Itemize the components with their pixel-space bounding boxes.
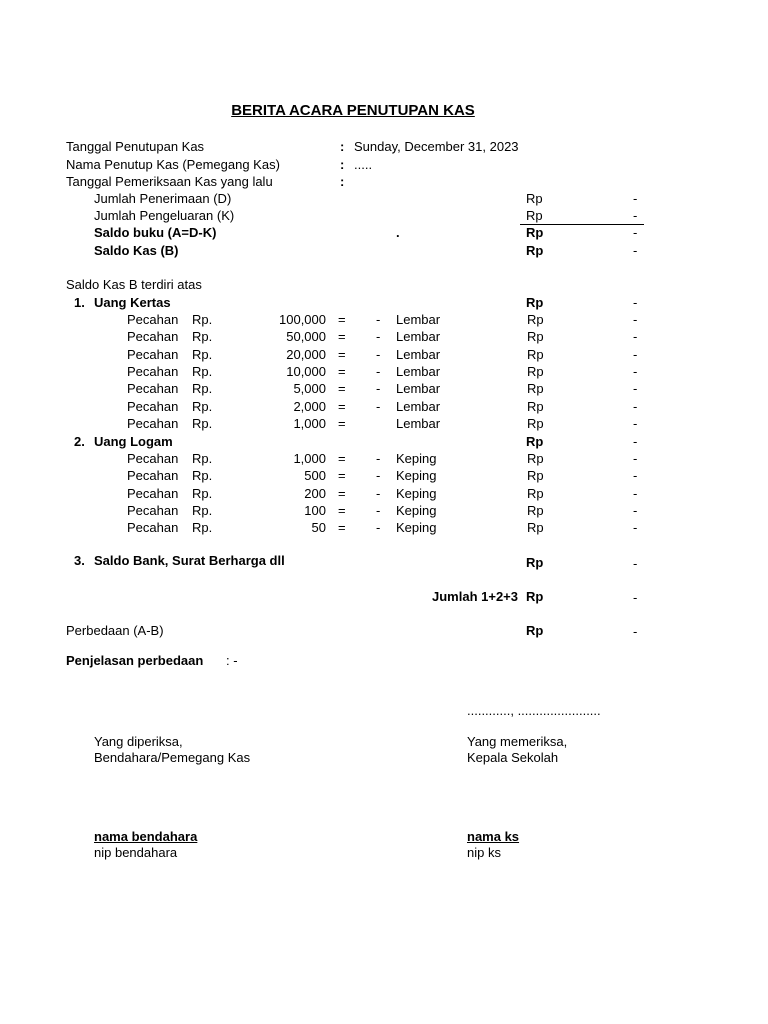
cash-balance-currency: Rp xyxy=(526,243,544,258)
coin-row-count: - xyxy=(376,468,381,483)
paper-row-label: Pecahan xyxy=(127,381,179,396)
paper-row-denomination: 10,000 xyxy=(286,364,326,379)
right-signer-line1: Yang memeriksa, xyxy=(467,734,568,749)
right-signer-nip: nip ks xyxy=(467,845,501,860)
coin-row-currency: Rp xyxy=(527,503,544,518)
expenses-label: Jumlah Pengeluaran (K) xyxy=(94,208,235,223)
paper-row-value: - xyxy=(633,381,638,396)
paper-row-denomination: 5,000 xyxy=(293,381,326,396)
coin-row-currency: Rp xyxy=(527,451,544,466)
paper-row-label: Pecahan xyxy=(127,329,179,344)
expenses-currency: Rp xyxy=(526,208,543,223)
coin-row-value: - xyxy=(633,468,638,483)
right-signer-name: nama ks xyxy=(467,829,520,844)
cash-balance-value: - xyxy=(633,243,638,258)
paper-row-unit: Lembar xyxy=(396,347,441,362)
difference-currency: Rp xyxy=(526,623,544,638)
total-value: - xyxy=(633,590,638,605)
paper-row-value: - xyxy=(633,329,638,344)
paper-row-rp: Rp. xyxy=(192,399,213,414)
bank-section-currency: Rp xyxy=(526,555,544,570)
coin-row-denomination: 1,000 xyxy=(293,451,326,466)
coin-row-denomination: 200 xyxy=(304,486,326,501)
paper-row-rp: Rp. xyxy=(192,312,213,327)
closer-name-colon: : xyxy=(340,157,345,172)
paper-row-equals: = xyxy=(338,399,346,414)
paper-row-currency: Rp xyxy=(527,347,544,362)
paper-row-unit: Lembar xyxy=(396,329,441,344)
paper-row-label: Pecahan xyxy=(127,312,179,327)
difference-value: - xyxy=(633,624,638,639)
paper-row-label: Pecahan xyxy=(127,347,179,362)
place-date: ............, ....................... xyxy=(467,703,601,718)
coin-row-unit: Keping xyxy=(396,451,437,466)
coin-row-count: - xyxy=(376,520,381,535)
paper-row-unit: Lembar xyxy=(396,381,441,396)
paper-row-equals: = xyxy=(338,381,346,396)
paper-row-value: - xyxy=(633,416,638,431)
coin-row-value: - xyxy=(633,503,638,518)
coin-row-rp: Rp. xyxy=(192,520,213,535)
paper-row-currency: Rp xyxy=(527,416,544,431)
total-label: Jumlah 1+2+3 xyxy=(432,589,518,604)
paper-section-title: Uang Kertas xyxy=(94,295,171,310)
paper-row-value: - xyxy=(633,312,638,327)
paper-row-denomination: 2,000 xyxy=(293,399,326,414)
book-balance-mark: . xyxy=(396,225,400,240)
paper-row-count: - xyxy=(376,364,381,379)
last-check-colon: : xyxy=(340,174,345,189)
left-signer-line1: Yang diperiksa, xyxy=(94,734,183,749)
coin-row-currency: Rp xyxy=(527,520,544,535)
paper-section-number: 1. xyxy=(74,295,85,310)
coin-row-label: Pecahan xyxy=(127,486,179,501)
coin-row-label: Pecahan xyxy=(127,468,179,483)
coin-row-value: - xyxy=(633,451,638,466)
paper-row-count: - xyxy=(376,381,381,396)
coin-row-equals: = xyxy=(338,503,346,518)
coin-row-equals: = xyxy=(338,486,346,501)
paper-row-rp: Rp. xyxy=(192,364,213,379)
right-signer-line2: Kepala Sekolah xyxy=(467,750,559,765)
paper-row-unit: Lembar xyxy=(396,312,441,327)
expenses-value: - xyxy=(633,208,638,223)
coin-row-count: - xyxy=(376,451,381,466)
paper-row-value: - xyxy=(633,399,638,414)
paper-row-value: - xyxy=(633,364,638,379)
coin-row-value: - xyxy=(633,486,638,501)
coin-row-label: Pecahan xyxy=(127,503,179,518)
paper-row-rp: Rp. xyxy=(192,416,213,431)
paper-row-rp: Rp. xyxy=(192,329,213,344)
coin-row-label: Pecahan xyxy=(127,520,179,535)
coin-row-label: Pecahan xyxy=(127,451,179,466)
receipts-label: Jumlah Penerimaan (D) xyxy=(94,191,232,206)
paper-section-value: - xyxy=(633,295,638,310)
coin-section-number: 2. xyxy=(74,434,85,449)
coin-row-unit: Keping xyxy=(396,486,437,501)
paper-row-equals: = xyxy=(338,329,346,344)
difference-label: Perbedaan (A-B) xyxy=(66,623,164,638)
paper-row-denomination: 1,000 xyxy=(293,416,326,431)
paper-row-equals: = xyxy=(338,364,346,379)
book-balance-currency: Rp xyxy=(526,225,544,240)
coin-row-denomination: 500 xyxy=(304,468,326,483)
paper-row-label: Pecahan xyxy=(127,399,179,414)
closing-date-value: Sunday, December 31, 2023 xyxy=(354,139,519,154)
closing-date-label: Tanggal Penutupan Kas xyxy=(66,139,205,154)
paper-row-value: - xyxy=(633,347,638,362)
paper-row-unit: Lembar xyxy=(396,416,441,431)
closer-name-value: ..... xyxy=(354,157,373,172)
paper-row-unit: Lembar xyxy=(396,399,441,414)
coin-row-equals: = xyxy=(338,468,346,483)
coin-row-denomination: 100 xyxy=(304,503,326,518)
book-balance-value: - xyxy=(633,225,638,240)
coin-row-currency: Rp xyxy=(527,468,544,483)
explanation-label: Penjelasan perbedaan xyxy=(66,653,204,668)
coin-row-denomination: 50 xyxy=(311,520,326,535)
paper-row-label: Pecahan xyxy=(127,416,179,431)
coin-row-currency: Rp xyxy=(527,486,544,501)
bank-section-number: 3. xyxy=(74,553,85,568)
paper-row-count: - xyxy=(376,347,381,362)
closer-name-label: Nama Penutup Kas (Pemegang Kas) xyxy=(66,157,280,172)
paper-row-rp: Rp. xyxy=(192,347,213,362)
total-currency: Rp xyxy=(526,589,544,604)
paper-row-equals: = xyxy=(338,312,346,327)
paper-section-currency: Rp xyxy=(526,295,544,310)
paper-row-count: - xyxy=(376,312,381,327)
coin-section-value: - xyxy=(633,434,638,449)
paper-row-equals: = xyxy=(338,347,346,362)
coin-row-count: - xyxy=(376,503,381,518)
paper-row-rp: Rp. xyxy=(192,381,213,396)
coin-row-value: - xyxy=(633,520,638,535)
paper-row-label: Pecahan xyxy=(127,364,179,379)
left-signer-nip: nip bendahara xyxy=(94,845,178,860)
left-signer-line2: Bendahara/Pemegang Kas xyxy=(94,750,251,765)
paper-row-denomination: 50,000 xyxy=(286,329,326,344)
receipts-currency: Rp xyxy=(526,191,543,206)
paper-row-currency: Rp xyxy=(527,329,544,344)
coin-row-rp: Rp. xyxy=(192,486,213,501)
paper-row-count: - xyxy=(376,329,381,344)
paper-row-currency: Rp xyxy=(527,364,544,379)
closing-date-colon: : xyxy=(340,139,345,154)
coin-row-rp: Rp. xyxy=(192,503,213,518)
left-signer-name: nama bendahara xyxy=(94,829,198,844)
paper-row-denomination: 20,000 xyxy=(286,347,326,362)
coin-row-rp: Rp. xyxy=(192,451,213,466)
coin-row-unit: Keping xyxy=(396,520,437,535)
paper-row-currency: Rp xyxy=(527,381,544,396)
receipts-value: - xyxy=(633,191,638,206)
paper-row-equals: = xyxy=(338,416,346,431)
coin-section-currency: Rp xyxy=(526,434,544,449)
explanation-value: : - xyxy=(226,653,238,668)
paper-row-currency: Rp xyxy=(527,312,544,327)
page-title: BERITA ACARA PENUTUPAN KAS xyxy=(231,102,475,119)
coin-row-rp: Rp. xyxy=(192,468,213,483)
coin-row-unit: Keping xyxy=(396,503,437,518)
coin-section-title: Uang Logam xyxy=(94,434,173,449)
book-balance-label: Saldo buku (A=D-K) xyxy=(94,225,217,240)
bank-section-title: Saldo Bank, Surat Berharga dll xyxy=(94,553,285,568)
paper-row-currency: Rp xyxy=(527,399,544,414)
coin-row-equals: = xyxy=(338,520,346,535)
last-check-label: Tanggal Pemeriksaan Kas yang lalu xyxy=(66,174,273,189)
breakdown-intro: Saldo Kas B terdiri atas xyxy=(66,277,202,292)
coin-row-unit: Keping xyxy=(396,468,437,483)
paper-row-denomination: 100,000 xyxy=(279,312,326,327)
coin-row-count: - xyxy=(376,486,381,501)
cash-balance-label: Saldo Kas (B) xyxy=(94,243,179,258)
bank-section-value: - xyxy=(633,556,638,571)
paper-row-unit: Lembar xyxy=(396,364,441,379)
paper-row-count: - xyxy=(376,399,381,414)
coin-row-equals: = xyxy=(338,451,346,466)
